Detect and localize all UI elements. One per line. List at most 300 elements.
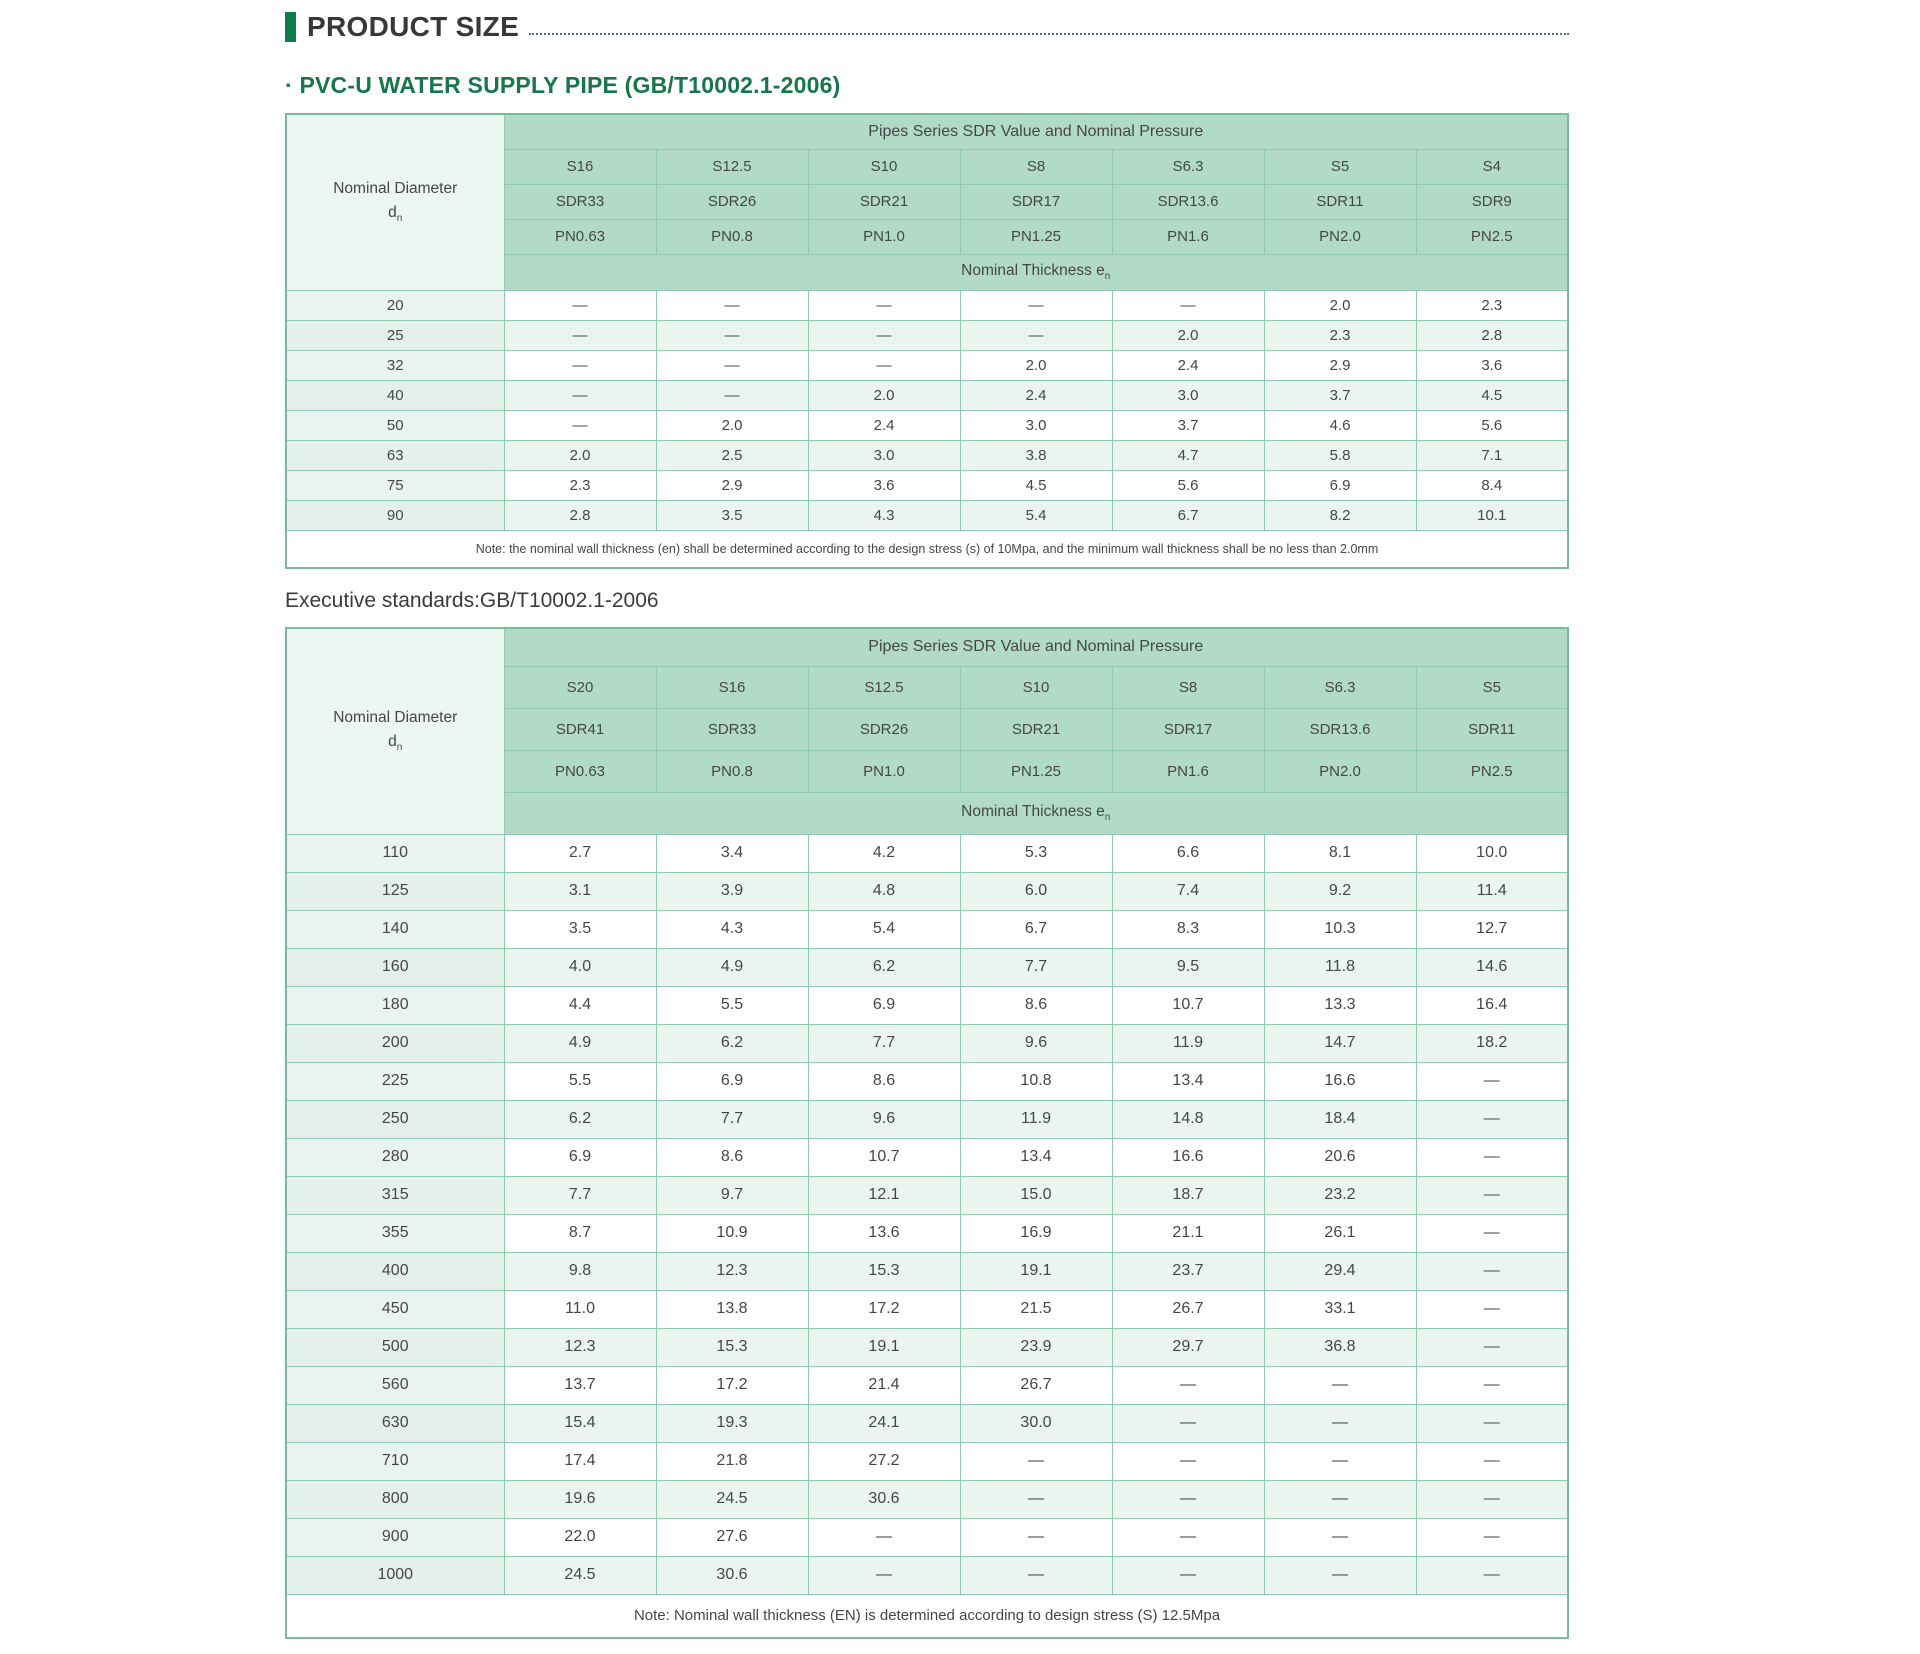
- series-header-cell: S12.5: [808, 666, 960, 708]
- thickness-value-cell: 15.3: [808, 1252, 960, 1290]
- thickness-value-cell: 3.5: [656, 500, 808, 530]
- thickness-value-cell: 9.5: [1112, 948, 1264, 986]
- thickness-value-cell: 29.7: [1112, 1328, 1264, 1366]
- thickness-value-cell: 2.7: [504, 834, 656, 872]
- thickness-value-cell: 36.8: [1264, 1328, 1416, 1366]
- sdr-header-cell: SDR26: [808, 708, 960, 750]
- thickness-value-cell: —: [1264, 1480, 1416, 1518]
- thickness-value-cell: 17.4: [504, 1442, 656, 1480]
- thickness-value-cell: 6.9: [504, 1138, 656, 1176]
- table-row: [286, 1252, 1568, 1290]
- thickness-value-cell: 2.3: [504, 470, 656, 500]
- diameter-cell: 75: [286, 470, 504, 500]
- series-header-cell: S10: [808, 149, 960, 184]
- thickness-value-cell: 12.1: [808, 1176, 960, 1214]
- thickness-value-cell: 2.0: [808, 380, 960, 410]
- thickness-value-cell: 8.3: [1112, 910, 1264, 948]
- table-row: [286, 1214, 1568, 1252]
- thickness-value-cell: —: [1416, 1252, 1568, 1290]
- thickness-value-cell: —: [504, 320, 656, 350]
- thickness-value-cell: 13.3: [1264, 986, 1416, 1024]
- thickness-value-cell: —: [1416, 1290, 1568, 1328]
- thickness-value-cell: —: [1112, 1518, 1264, 1556]
- thickness-value-cell: 3.1: [504, 872, 656, 910]
- pn-header-cell: PN1.25: [960, 750, 1112, 792]
- thickness-value-cell: —: [1112, 1366, 1264, 1404]
- thickness-value-cell: —: [1416, 1062, 1568, 1100]
- thickness-value-cell: —: [656, 380, 808, 410]
- pn-header-cell: PN2.5: [1416, 219, 1568, 254]
- table-row: [286, 1404, 1568, 1442]
- thickness-value-cell: 11.9: [1112, 1024, 1264, 1062]
- sdr-header-cell: SDR21: [960, 708, 1112, 750]
- diameter-cell: 90: [286, 500, 504, 530]
- thickness-value-cell: 30.0: [960, 1404, 1112, 1442]
- thickness-value-cell: —: [1416, 1138, 1568, 1176]
- table-row: [286, 320, 1568, 350]
- pn-header-cell: PN1.0: [808, 750, 960, 792]
- thickness-value-cell: 7.1: [1416, 440, 1568, 470]
- sdr-header-cell: SDR13.6: [1112, 184, 1264, 219]
- thickness-value-cell: 30.6: [808, 1480, 960, 1518]
- thickness-value-cell: 4.4: [504, 986, 656, 1024]
- thickness-value-cell: 13.6: [808, 1214, 960, 1252]
- thickness-value-cell: —: [1112, 1556, 1264, 1594]
- table-row: [286, 1518, 1568, 1556]
- pn-header-cell: PN1.0: [808, 219, 960, 254]
- series-header-cell: S5: [1264, 149, 1416, 184]
- thickness-value-cell: 2.0: [656, 410, 808, 440]
- nominal-diameter-header: Nominal Diameter $d_n$: [286, 114, 504, 290]
- thickness-value-cell: —: [504, 350, 656, 380]
- thickness-value-cell: 2.9: [656, 470, 808, 500]
- sdr-header-cell: SDR13.6: [1264, 708, 1416, 750]
- thickness-value-cell: —: [1416, 1176, 1568, 1214]
- thickness-value-cell: 5.3: [960, 834, 1112, 872]
- pn-header-cell: PN2.5: [1416, 750, 1568, 792]
- diameter-cell: 250: [286, 1100, 504, 1138]
- thickness-value-cell: 2.9: [1264, 350, 1416, 380]
- thickness-value-cell: 2.0: [960, 350, 1112, 380]
- diameter-cell: 125: [286, 872, 504, 910]
- pipe-size-table-large-diameter: [285, 627, 1569, 1639]
- thickness-value-cell: 11.4: [1416, 872, 1568, 910]
- thickness-value-cell: 24.5: [656, 1480, 808, 1518]
- thickness-value-cell: —: [1264, 1518, 1416, 1556]
- thickness-value-cell: 4.0: [504, 948, 656, 986]
- thickness-value-cell: —: [1416, 1518, 1568, 1556]
- thickness-value-cell: —: [808, 290, 960, 320]
- thickness-value-cell: 10.1: [1416, 500, 1568, 530]
- diameter-cell: 1000: [286, 1556, 504, 1594]
- thickness-value-cell: 13.8: [656, 1290, 808, 1328]
- thickness-value-cell: 6.7: [960, 910, 1112, 948]
- thickness-value-cell: 13.4: [960, 1138, 1112, 1176]
- thickness-value-cell: 27.6: [656, 1518, 808, 1556]
- table-row: [286, 1100, 1568, 1138]
- diameter-cell: 40: [286, 380, 504, 410]
- nominal-diameter-header: Nominal Diameter $d_n$: [286, 628, 504, 834]
- thickness-value-cell: 14.7: [1264, 1024, 1416, 1062]
- thickness-value-cell: 16.4: [1416, 986, 1568, 1024]
- thickness-value-cell: —: [656, 290, 808, 320]
- thickness-value-cell: 10.8: [960, 1062, 1112, 1100]
- thickness-value-cell: 6.9: [1264, 470, 1416, 500]
- thickness-value-cell: 5.4: [960, 500, 1112, 530]
- thickness-value-cell: 2.4: [1112, 350, 1264, 380]
- sdr-header-cell: SDR9: [1416, 184, 1568, 219]
- table-row: [286, 1556, 1568, 1594]
- thickness-value-cell: —: [1112, 1404, 1264, 1442]
- thickness-value-cell: 17.2: [808, 1290, 960, 1328]
- thickness-value-cell: 3.7: [1264, 380, 1416, 410]
- thickness-value-cell: 6.2: [504, 1100, 656, 1138]
- thickness-value-cell: 12.3: [504, 1328, 656, 1366]
- section-header: [285, 10, 1569, 44]
- thickness-value-cell: 7.7: [960, 948, 1112, 986]
- diameter-cell: 160: [286, 948, 504, 986]
- thickness-value-cell: 4.2: [808, 834, 960, 872]
- diameter-cell: 32: [286, 350, 504, 380]
- thickness-value-cell: —: [1416, 1366, 1568, 1404]
- thickness-value-cell: 10.7: [808, 1138, 960, 1176]
- series-header-cell: S5: [1416, 666, 1568, 708]
- thickness-value-cell: 6.6: [1112, 834, 1264, 872]
- table-row: [286, 440, 1568, 470]
- pn-header-cell: PN2.0: [1264, 750, 1416, 792]
- table-row: [286, 1062, 1568, 1100]
- thickness-value-cell: 19.1: [960, 1252, 1112, 1290]
- thickness-value-cell: —: [808, 320, 960, 350]
- thickness-value-cell: —: [960, 1556, 1112, 1594]
- thickness-value-cell: 24.1: [808, 1404, 960, 1442]
- diameter-cell: 20: [286, 290, 504, 320]
- thickness-value-cell: 10.9: [656, 1214, 808, 1252]
- thickness-value-cell: —: [960, 1518, 1112, 1556]
- table-row: [286, 1138, 1568, 1176]
- thickness-value-cell: 4.6: [1264, 410, 1416, 440]
- series-header-cell: S20: [504, 666, 656, 708]
- dotted-divider: [529, 33, 1569, 35]
- series-header-cell: S10: [960, 666, 1112, 708]
- thickness-value-cell: 10.0: [1416, 834, 1568, 872]
- diameter-cell: 110: [286, 834, 504, 872]
- thickness-value-cell: —: [656, 320, 808, 350]
- thickness-value-cell: 21.1: [1112, 1214, 1264, 1252]
- thickness-value-cell: 2.0: [1112, 320, 1264, 350]
- thickness-value-cell: 9.6: [808, 1100, 960, 1138]
- nominal-thickness-header: Nominal Thickness $e_n$: [504, 792, 1568, 834]
- thickness-value-cell: 14.8: [1112, 1100, 1264, 1138]
- series-header-cell: S8: [960, 149, 1112, 184]
- diameter-cell: 315: [286, 1176, 504, 1214]
- thickness-value-cell: 18.4: [1264, 1100, 1416, 1138]
- diameter-cell: 63: [286, 440, 504, 470]
- thickness-value-cell: 3.6: [808, 470, 960, 500]
- thickness-value-cell: 6.7: [1112, 500, 1264, 530]
- series-header-cell: S16: [504, 149, 656, 184]
- thickness-value-cell: 19.3: [656, 1404, 808, 1442]
- thickness-value-cell: 23.7: [1112, 1252, 1264, 1290]
- series-header-cell: S16: [656, 666, 808, 708]
- thickness-value-cell: 7.7: [656, 1100, 808, 1138]
- thickness-value-cell: 2.4: [808, 410, 960, 440]
- table-row: [286, 380, 1568, 410]
- executive-standards-text: Executive standards:GB/T10002.1-2006: [285, 589, 659, 612]
- thickness-value-cell: —: [808, 350, 960, 380]
- thickness-value-cell: 24.5: [504, 1556, 656, 1594]
- thickness-value-cell: 7.4: [1112, 872, 1264, 910]
- table-row: [286, 910, 1568, 948]
- thickness-value-cell: 8.2: [1264, 500, 1416, 530]
- diameter-cell: 400: [286, 1252, 504, 1290]
- thickness-value-cell: 7.7: [808, 1024, 960, 1062]
- thickness-value-cell: 2.3: [1416, 290, 1568, 320]
- pn-header-cell: PN0.8: [656, 750, 808, 792]
- thickness-value-cell: 27.2: [808, 1442, 960, 1480]
- thickness-value-cell: 6.2: [808, 948, 960, 986]
- thickness-value-cell: 4.8: [808, 872, 960, 910]
- thickness-value-cell: 3.6: [1416, 350, 1568, 380]
- table-row: [286, 350, 1568, 380]
- thickness-value-cell: 7.7: [504, 1176, 656, 1214]
- table-row: [286, 1328, 1568, 1366]
- thickness-value-cell: 18.2: [1416, 1024, 1568, 1062]
- thickness-value-cell: 5.6: [1416, 410, 1568, 440]
- thickness-value-cell: 15.0: [960, 1176, 1112, 1214]
- thickness-value-cell: 6.9: [656, 1062, 808, 1100]
- thickness-value-cell: 12.7: [1416, 910, 1568, 948]
- thickness-value-cell: 19.6: [504, 1480, 656, 1518]
- diameter-cell: 630: [286, 1404, 504, 1442]
- table-row: [286, 1366, 1568, 1404]
- thickness-value-cell: —: [1416, 1442, 1568, 1480]
- table-row: [286, 470, 1568, 500]
- thickness-value-cell: —: [1416, 1328, 1568, 1366]
- thickness-value-cell: 29.4: [1264, 1252, 1416, 1290]
- table-row: [286, 834, 1568, 872]
- diameter-cell: 25: [286, 320, 504, 350]
- sdr-header-cell: SDR33: [656, 708, 808, 750]
- thickness-value-cell: 2.3: [1264, 320, 1416, 350]
- sdr-header-cell: SDR33: [504, 184, 656, 219]
- thickness-value-cell: 10.7: [1112, 986, 1264, 1024]
- thickness-value-cell: 20.6: [1264, 1138, 1416, 1176]
- sdr-header-cell: SDR26: [656, 184, 808, 219]
- thickness-value-cell: 11.9: [960, 1100, 1112, 1138]
- thickness-value-cell: 8.7: [504, 1214, 656, 1252]
- thickness-value-cell: 2.8: [504, 500, 656, 530]
- thickness-value-cell: 26.1: [1264, 1214, 1416, 1252]
- thickness-value-cell: 16.9: [960, 1214, 1112, 1252]
- thickness-value-cell: —: [1264, 1366, 1416, 1404]
- thickness-value-cell: 2.0: [1264, 290, 1416, 320]
- thickness-value-cell: 11.0: [504, 1290, 656, 1328]
- sdr-header-cell: SDR17: [1112, 708, 1264, 750]
- thickness-value-cell: 16.6: [1264, 1062, 1416, 1100]
- thickness-value-cell: —: [1112, 1480, 1264, 1518]
- thickness-value-cell: 8.4: [1416, 470, 1568, 500]
- thickness-value-cell: 13.7: [504, 1366, 656, 1404]
- table-row: [286, 872, 1568, 910]
- thickness-value-cell: 3.7: [1112, 410, 1264, 440]
- thickness-value-cell: 21.5: [960, 1290, 1112, 1328]
- pn-header-cell: PN0.8: [656, 219, 808, 254]
- diameter-cell: 450: [286, 1290, 504, 1328]
- thickness-value-cell: —: [1112, 1442, 1264, 1480]
- sdr-header-cell: SDR17: [960, 184, 1112, 219]
- thickness-value-cell: 4.9: [656, 948, 808, 986]
- thickness-value-cell: 3.9: [656, 872, 808, 910]
- thickness-value-cell: 3.0: [808, 440, 960, 470]
- thickness-value-cell: 9.2: [1264, 872, 1416, 910]
- thickness-value-cell: 19.1: [808, 1328, 960, 1366]
- thickness-value-cell: 5.5: [656, 986, 808, 1024]
- thickness-value-cell: —: [808, 1518, 960, 1556]
- thickness-value-cell: —: [960, 1480, 1112, 1518]
- pn-header-cell: PN2.0: [1264, 219, 1416, 254]
- thickness-value-cell: —: [1264, 1404, 1416, 1442]
- thickness-value-cell: 9.6: [960, 1024, 1112, 1062]
- nominal-thickness-header: Nominal Thickness $e_n$: [504, 254, 1568, 290]
- thickness-value-cell: 18.7: [1112, 1176, 1264, 1214]
- thickness-value-cell: 13.4: [1112, 1062, 1264, 1100]
- table-row: [286, 1290, 1568, 1328]
- series-header-cell: S6.3: [1112, 149, 1264, 184]
- thickness-value-cell: 23.2: [1264, 1176, 1416, 1214]
- table-row: [286, 500, 1568, 530]
- table-note: Note: the nominal wall thickness (en) shall be determined according to the design stress (s) of 10Mpa, and the minimum wall thickness shall be no less than 2.0mm: [286, 530, 1568, 568]
- thickness-value-cell: 2.4: [960, 380, 1112, 410]
- pn-header-cell: PN0.63: [504, 219, 656, 254]
- diameter-cell: 225: [286, 1062, 504, 1100]
- pn-header-cell: PN0.63: [504, 750, 656, 792]
- series-header-cell: S12.5: [656, 149, 808, 184]
- thickness-value-cell: 6.2: [656, 1024, 808, 1062]
- thickness-value-cell: 8.1: [1264, 834, 1416, 872]
- thickness-value-cell: 4.7: [1112, 440, 1264, 470]
- thickness-value-cell: 5.4: [808, 910, 960, 948]
- thickness-value-cell: —: [1264, 1556, 1416, 1594]
- diameter-cell: 140: [286, 910, 504, 948]
- table-row: [286, 410, 1568, 440]
- thickness-value-cell: 3.4: [656, 834, 808, 872]
- table-row: [286, 1442, 1568, 1480]
- thickness-value-cell: 8.6: [656, 1138, 808, 1176]
- thickness-value-cell: —: [1112, 290, 1264, 320]
- thickness-value-cell: 3.8: [960, 440, 1112, 470]
- diameter-cell: 280: [286, 1138, 504, 1176]
- thickness-value-cell: 5.8: [1264, 440, 1416, 470]
- page-title: PRODUCT SIZE: [307, 11, 520, 42]
- thickness-value-cell: —: [1416, 1100, 1568, 1138]
- sdr-header-cell: SDR41: [504, 708, 656, 750]
- thickness-value-cell: 8.6: [808, 1062, 960, 1100]
- table-row: [286, 986, 1568, 1024]
- thickness-value-cell: 10.3: [1264, 910, 1416, 948]
- diameter-cell: 800: [286, 1480, 504, 1518]
- product-size-page: [285, 10, 1569, 1639]
- table-row: [286, 948, 1568, 986]
- thickness-value-cell: 9.8: [504, 1252, 656, 1290]
- pipe-size-table-small-diameter: [285, 113, 1569, 569]
- table-row: [286, 1176, 1568, 1214]
- table-row: [286, 290, 1568, 320]
- pipes-series-header: Pipes Series SDR Value and Nominal Pressure: [504, 628, 1568, 666]
- thickness-value-cell: 6.0: [960, 872, 1112, 910]
- thickness-value-cell: 5.5: [504, 1062, 656, 1100]
- diameter-cell: 900: [286, 1518, 504, 1556]
- thickness-value-cell: 3.0: [1112, 380, 1264, 410]
- thickness-value-cell: 33.1: [1264, 1290, 1416, 1328]
- product-subtitle: · PVC-U WATER SUPPLY PIPE (GB/T10002.1-2006): [285, 72, 841, 98]
- series-header-cell: S6.3: [1264, 666, 1416, 708]
- thickness-value-cell: 4.3: [656, 910, 808, 948]
- thickness-value-cell: 5.6: [1112, 470, 1264, 500]
- sdr-header-cell: SDR11: [1264, 184, 1416, 219]
- thickness-value-cell: —: [960, 320, 1112, 350]
- thickness-value-cell: 2.0: [504, 440, 656, 470]
- thickness-value-cell: 9.7: [656, 1176, 808, 1214]
- thickness-value-cell: —: [1416, 1404, 1568, 1442]
- thickness-value-cell: 12.3: [656, 1252, 808, 1290]
- series-header-cell: S8: [1112, 666, 1264, 708]
- thickness-value-cell: 15.3: [656, 1328, 808, 1366]
- thickness-value-cell: —: [960, 1442, 1112, 1480]
- thickness-value-cell: —: [1416, 1480, 1568, 1518]
- thickness-value-cell: 26.7: [960, 1366, 1112, 1404]
- thickness-value-cell: 16.6: [1112, 1138, 1264, 1176]
- green-bar-icon: [285, 12, 296, 42]
- thickness-value-cell: 14.6: [1416, 948, 1568, 986]
- thickness-value-cell: —: [1416, 1214, 1568, 1252]
- thickness-value-cell: 6.9: [808, 986, 960, 1024]
- diameter-cell: 50: [286, 410, 504, 440]
- thickness-value-cell: 21.4: [808, 1366, 960, 1404]
- thickness-value-cell: 17.2: [656, 1366, 808, 1404]
- diameter-cell: 710: [286, 1442, 504, 1480]
- pn-header-cell: PN1.6: [1112, 219, 1264, 254]
- thickness-value-cell: —: [504, 380, 656, 410]
- thickness-value-cell: 15.4: [504, 1404, 656, 1442]
- thickness-value-cell: 23.9: [960, 1328, 1112, 1366]
- thickness-value-cell: 26.7: [1112, 1290, 1264, 1328]
- thickness-value-cell: 3.5: [504, 910, 656, 948]
- table-note: Note: Nominal wall thickness (EN) is determined according to design stress (S) 12.5Mpa: [286, 1594, 1568, 1638]
- thickness-value-cell: —: [504, 290, 656, 320]
- thickness-value-cell: —: [808, 1556, 960, 1594]
- thickness-value-cell: 2.5: [656, 440, 808, 470]
- diameter-cell: 200: [286, 1024, 504, 1062]
- thickness-value-cell: —: [1416, 1556, 1568, 1594]
- thickness-value-cell: —: [504, 410, 656, 440]
- thickness-value-cell: 3.0: [960, 410, 1112, 440]
- thickness-value-cell: 21.8: [656, 1442, 808, 1480]
- thickness-value-cell: 4.5: [1416, 380, 1568, 410]
- thickness-value-cell: —: [656, 350, 808, 380]
- thickness-value-cell: 22.0: [504, 1518, 656, 1556]
- thickness-value-cell: 2.8: [1416, 320, 1568, 350]
- series-header-cell: S4: [1416, 149, 1568, 184]
- sdr-header-cell: SDR11: [1416, 708, 1568, 750]
- thickness-value-cell: —: [960, 290, 1112, 320]
- pn-header-cell: PN1.25: [960, 219, 1112, 254]
- thickness-value-cell: —: [1264, 1442, 1416, 1480]
- diameter-cell: 180: [286, 986, 504, 1024]
- thickness-value-cell: 11.8: [1264, 948, 1416, 986]
- table-row: [286, 1480, 1568, 1518]
- thickness-value-cell: 4.5: [960, 470, 1112, 500]
